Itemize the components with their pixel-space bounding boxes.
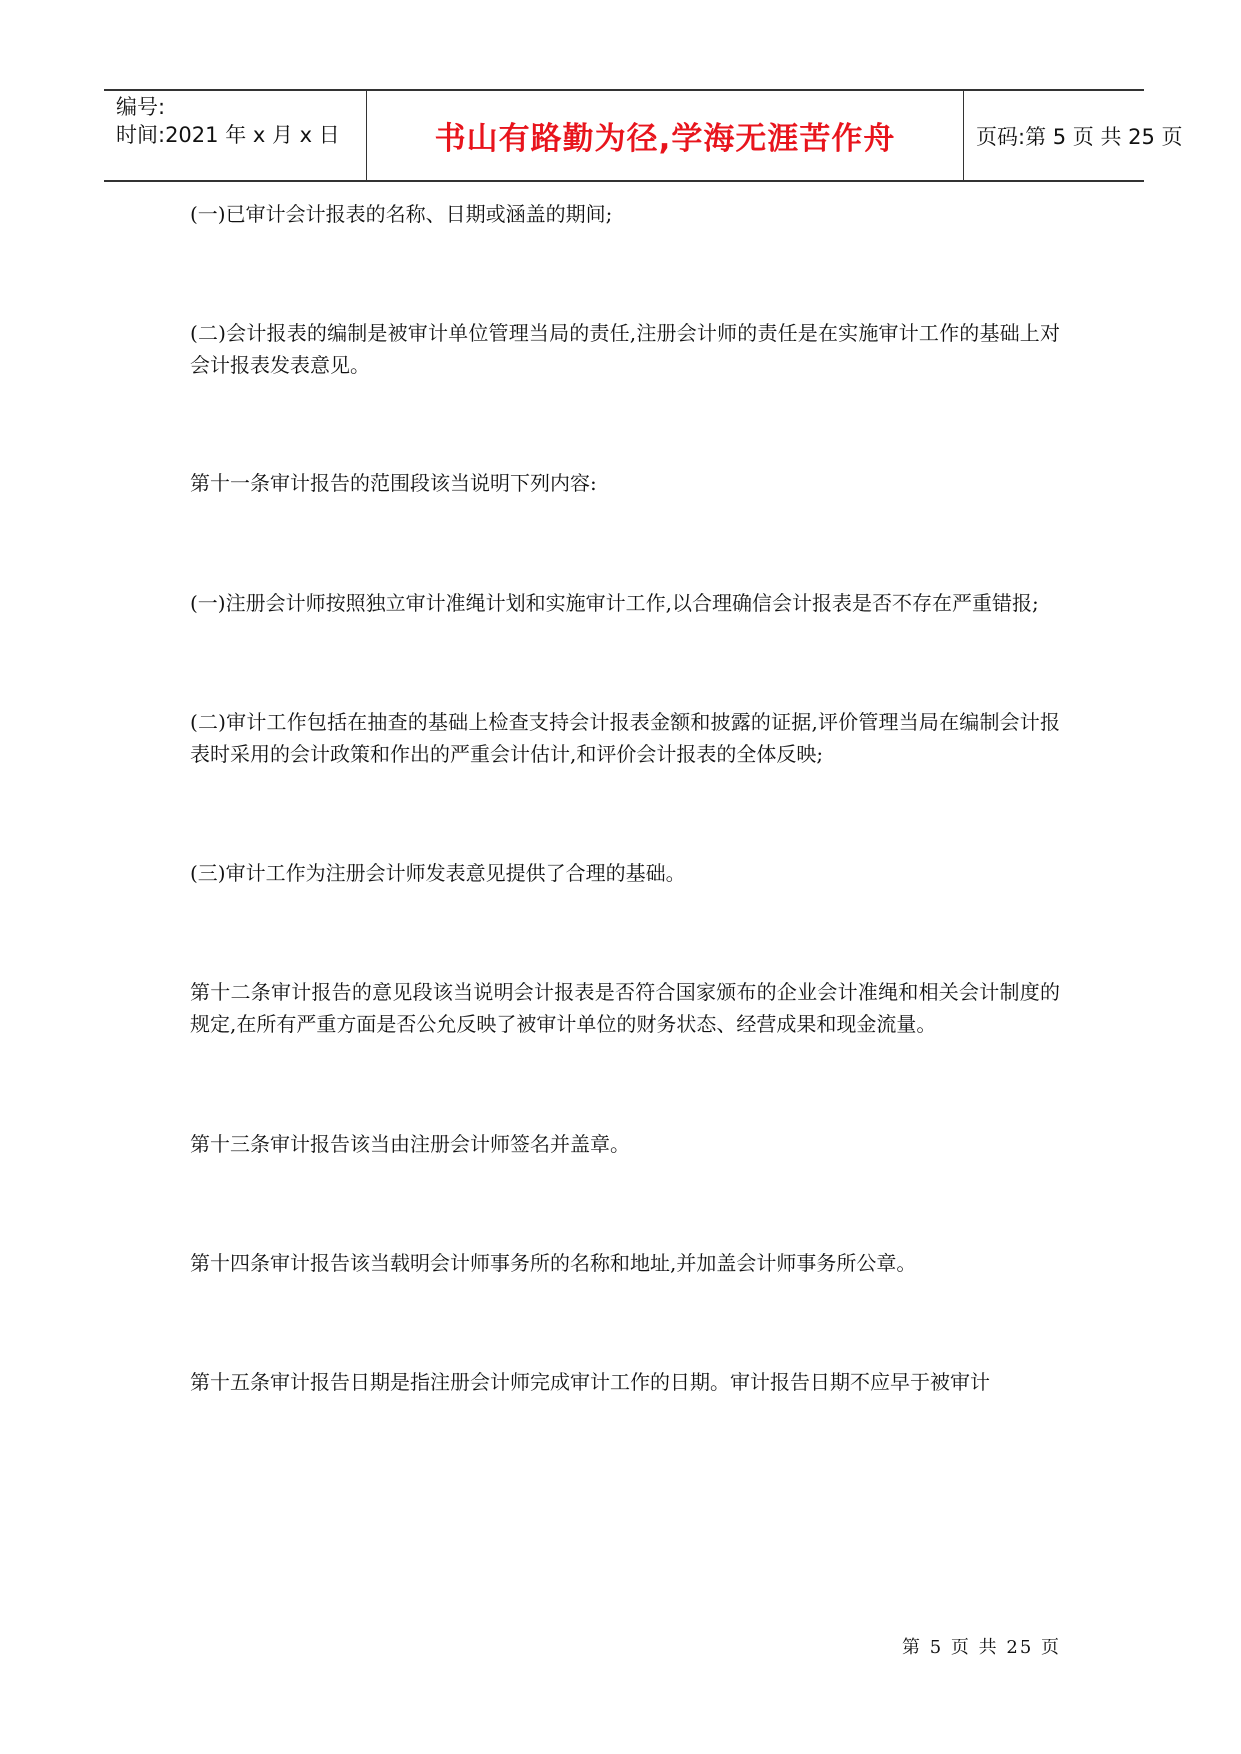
page-footer: 第 5 页 共 25 页	[902, 1637, 1061, 1658]
paragraph: (一)已审计会计报表的名称、日期或涵盖的期间;	[190, 202, 613, 226]
header-slogan: 书山有路勤为径,学海无涯苦作舟	[367, 91, 964, 180]
paragraph: (三)审计工作为注册会计师发表意见提供了合理的基础。	[190, 861, 686, 885]
document-header	[104, 89, 1183, 182]
time-label: 时间:2021 年 x 月 x 日	[116, 123, 340, 147]
paragraph: 第十三条审计报告该当由注册会计师签名并盖章。	[190, 1132, 630, 1156]
paragraph: 第十二条审计报告的意见段该当说明会计报表是否符合国家颁布的企业会计准绳和相关会计制度的规定,在所有严重方面是否公允反映了被审计单位的财务状态、经营成果和现金流量。	[190, 980, 1060, 1036]
paragraph: 第十一条审计报告的范围段该当说明下列内容:	[190, 471, 597, 495]
paragraph: 第十四条审计报告该当载明会计师事务所的名称和地址,并加盖会计师事务所公章。	[190, 1251, 917, 1275]
header-page-label: 页码:第 5 页 共 25 页	[976, 124, 1183, 149]
header-info-cell	[104, 91, 367, 180]
paragraph: (一)注册会计师按照独立审计准绳计划和实施审计工作,以合理确信会计报表是否不存在严重错报;	[190, 591, 1039, 615]
number-label: 编号:	[116, 95, 166, 119]
paragraph: 第十五条审计报告日期是指注册会计师完成审计工作的日期。审计报告日期不应早于被审计	[190, 1370, 990, 1394]
paragraph: (二)审计工作包括在抽查的基础上检查支持会计报表金额和披露的证据,评价管理当局在编制会计报表时采用的会计政策和作出的严重会计估计,和评价会计报表的全体反映;	[190, 710, 1060, 766]
paragraph: (二)会计报表的编制是被审计单位管理当局的责任,注册会计师的责任是在实施审计工作的基础上对会计报表发表意见。	[190, 321, 1060, 377]
document-body	[190, 198, 1060, 1398]
